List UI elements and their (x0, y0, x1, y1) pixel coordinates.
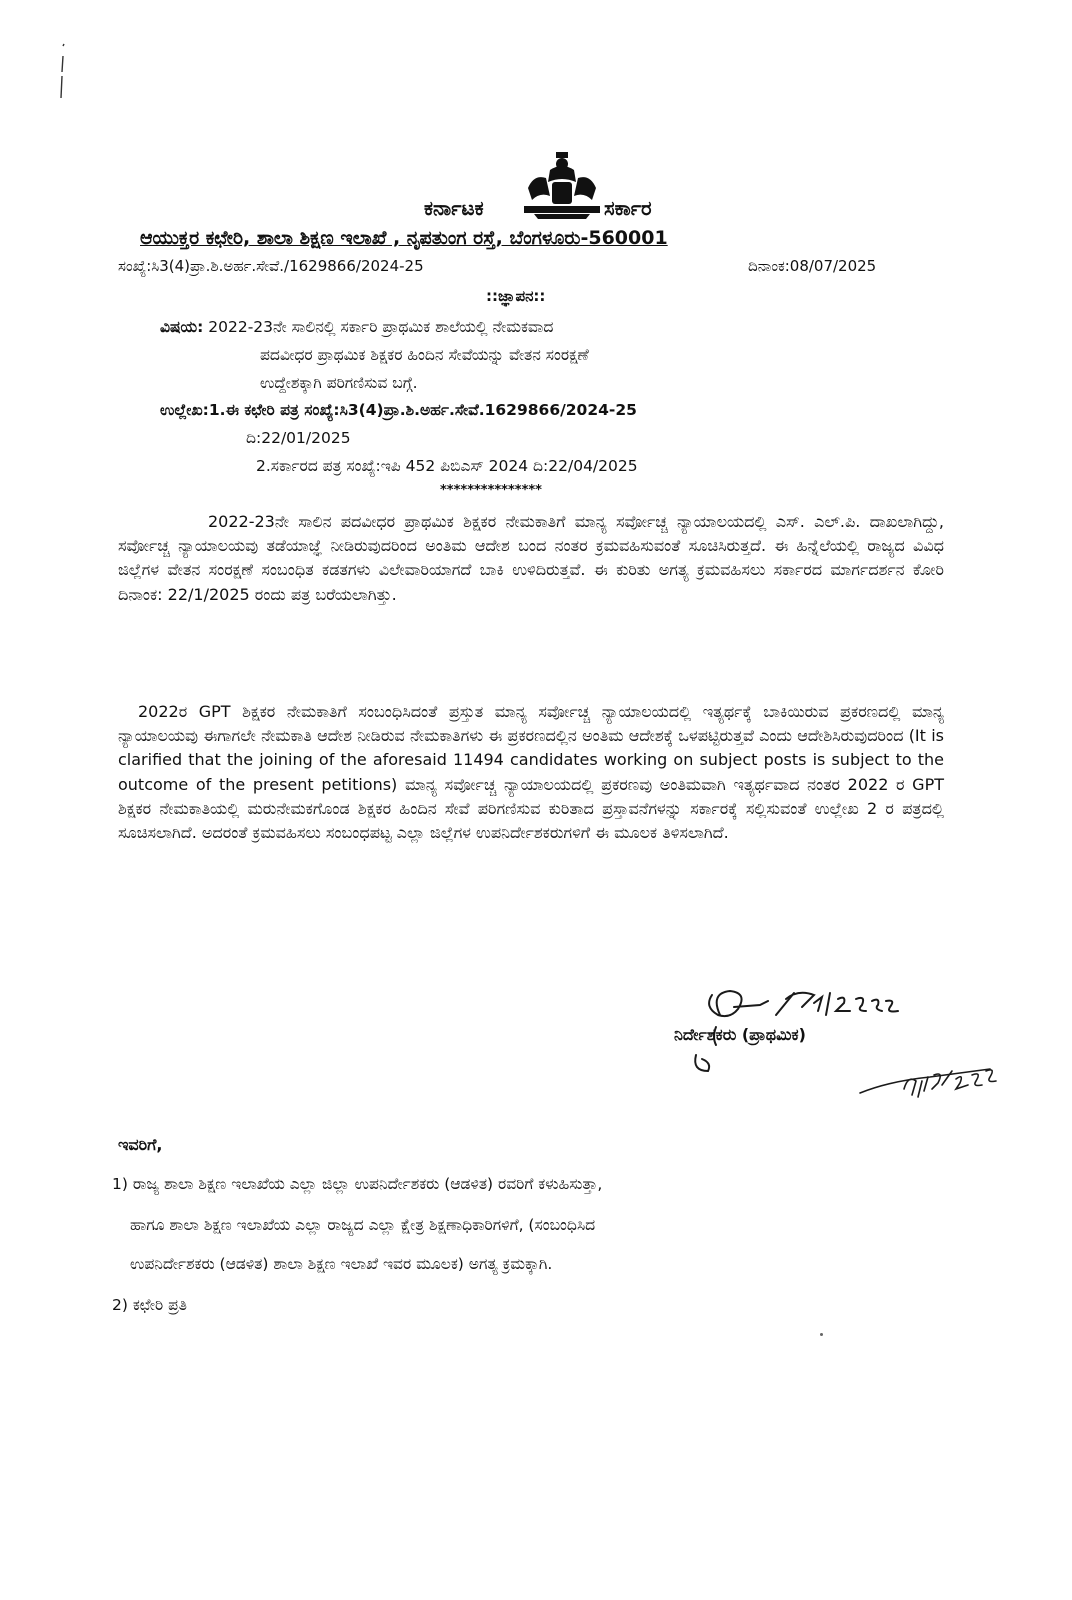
govt-name-right: ಸರ್ಕಾರ (604, 196, 652, 220)
karnataka-emblem-icon (520, 148, 604, 220)
govt-name-left: ಕರ್ನಾಟಕ (424, 196, 484, 220)
subject-block (160, 313, 589, 397)
reference-1-date: ದಿ:22/01/2025 (246, 429, 351, 447)
reference-number: ಸಂಖ್ಯೆ:ಸಿ3(4)ಪ್ರಾ.ಶಿ.ಅರ್ಹ.ಸೇವೆ./1629866/2024-25 (118, 257, 424, 275)
recipient-1-line-2: ಹಾಗೂ ಶಾಲಾ ಶಿಕ್ಷಣ ಇಲಾಖೆಯ ಎಲ್ಲಾ ರಾಜ್ಯದ ಎಲ್ಲಾ ಕ್ಷೇತ್ರ ಶಿಕ್ಷಣಾಧಿಕಾರಿಗಳಿಗೆ, (ಸಂಬಂಧಿಸಿದ (130, 1216, 596, 1234)
stray-dot (820, 1333, 823, 1336)
handwritten-signature (690, 985, 1010, 1115)
recipient-1-line-3: ಉಪನಿರ್ದೇಶಕರು (ಆಡಳಿತ) ಶಾಲಾ ಶಿಕ್ಷಣ ಇಲಾಖೆ ಇವರ ಮೂಲಕ) ಅಗತ್ಯ ಕ್ರಮಕ್ಕಾಗಿ. (130, 1255, 553, 1273)
recipient-1-line-1: 1) ರಾಜ್ಯ ಶಾಲಾ ಶಿಕ್ಷಣ ಇಲಾಖೆಯ ಎಲ್ಲಾ ಜಿಲ್ಲಾ ಉಪನಿರ್ದೇಶಕರು (ಆಡಳಿತ) ರವರಿಗೆ ಕಳುಹಿಸುತ್ತಾ, (112, 1175, 603, 1193)
body-paragraph-2: 2022ರ GPT ಶಿಕ್ಷಕರ ನೇಮಕಾತಿಗೆ ಸಂಬಂಧಿಸಿದಂತೆ ಪ್ರಸ್ತುತ ಮಾನ್ಯ ಸರ್ವೋಚ್ಚ ನ್ಯಾಯಾಲಯದಲ್ಲಿ ಇತ್ಯರ್ಥಕ್ಕೆ ಬಾಕಿಯಿರುವ ಪ್ರಕರಣದಲ್ಲಿ ಮಾನ್ಯ ನ್ಯಾಯಾಲಯವು ಈಗಾಗಲೇ ನೇಮಕಾತಿ ಆದೇಶ ನೀಡಿರುವ ನೇಮಕಾತಿಗಳು ಈ ಪ್ರಕರಣದಲ್ಲಿನ ಅಂತಿಮ ಆದೇಶಕ್ಕೆ ಒಳಪಟ್ಟಿರುತ್ತವೆ ಎಂದು ಆದೇಶಿಸಿರುವುದರಿಂದ (It is clarified that the joining of the aforesaid 11494 candidates working on subject posts is subject to the outcome of the present petitions) ಮಾನ್ಯ ಸರ್ವೋಚ್ಚ ನ್ಯಾಯಾಲಯದಲ್ಲಿ ಪ್ರಕರಣವು ಅಂತಿಮವಾಗಿ ಇತ್ಯರ್ಥವಾದ ನಂತರ 2022 ರ GPT ಶಿಕ್ಷಕರ ನೇಮಕಾತಿಯಲ್ಲಿ ಮರುನೇಮಕಗೊಂಡ ಶಿಕ್ಷಕರ ಹಿಂದಿನ ಸೇವೆ ಪರಿಗಣಿಸುವ ಕುರಿತಾದ ಪ್ರಸ್ತಾವನೆಗಳನ್ನು ಸರ್ಕಾರಕ್ಕೆ ಸಲ್ಲಿಸುವಂತೆ ಉಲ್ಲೇಖ 2 ರ ಪತ್ರದಲ್ಲಿ ಸೂಚಿಸಲಾಗಿದೆ. ಅದರಂತೆ ಕ್ರಮವಹಿಸಲು ಸಂಬಂಧಪಟ್ಟ ಎಲ್ಲಾ ಜಿಲ್ಲೆಗಳ ಉಪನಿರ್ದೇಶಕರುಗಳಿಗೆ ಈ ಮೂಲಕ ತಿಳಿಸಲಾಗಿದೆ. (118, 702, 944, 843)
margin-pen-mark (58, 42, 68, 102)
recipient-2: 2) ಕಛೇರಿ ಪ್ರತಿ (112, 1296, 187, 1314)
separator: *************** (440, 483, 542, 498)
recipients-label: ಇವರಿಗೆ, (118, 1135, 163, 1154)
memo-heading: ::ಜ್ಞಾಪನ:: (486, 287, 546, 305)
subject-line-2: ಪದವೀಧರ ಪ್ರಾಥಮಿಕ ಶಿಕ್ಷಕರ ಹಿಂದಿನ ಸೇವೆಯನ್ನು ವೇತನ ಸಂರಕ್ಷಣೆ (260, 346, 589, 364)
body-paragraph-1: 2022-23ನೇ ಸಾಲಿನ ಪದವೀಧರ ಪ್ರಾಥಮಿಕ ಶಿಕ್ಷಕರ ನೇಮಕಾತಿಗೆ ಮಾನ್ಯ ಸರ್ವೋಚ್ಚ ನ್ಯಾಯಾಲಯದಲ್ಲಿ ಎಸ್. ಎಲ್.ಪಿ. ದಾಖಲಾಗಿದ್ದು, ಸರ್ವೋಚ್ಚ ನ್ಯಾಯಾಲಯವು ತಡೆಯಾಜ್ಞೆ ನೀಡಿರುವುದರಿಂದ ಅಂತಿಮ ಆದೇಶ ಬಂದ ನಂತರ ಕ್ರಮವಹಿಸುವಂತೆ ಸೂಚಿಸಿರುತ್ತದೆ. ಈ ಹಿನ್ನೆಲೆಯಲ್ಲಿ ರಾಜ್ಯದ ವಿವಿಧ ಜಿಲ್ಲೆಗಳ ವೇತನ ಸಂರಕ್ಷಣೆ ಸಂಬಂಧಿತ ಕಡತಗಳು ವಿಲೇವಾರಿಯಾಗದೆ ಬಾಕಿ ಉಳಿದಿರುತ್ತವೆ. ಈ ಕುರಿತು ಅಗತ್ಯ ಕ್ರಮವಹಿಸಲು ಸರ್ಕಾರದ ಮಾರ್ಗದರ್ಶನ ಕೋರಿ ದಿನಾಂಕ: 22/1/2025 ರಂದು ಪತ್ರ ಬರೆಯಲಾಗಿತ್ತು. (118, 512, 944, 604)
references-label: ಉಲ್ಲೇಖ: (160, 401, 209, 419)
office-address: ಆಯುಕ್ತರ ಕಛೇರಿ, ಶಾಲಾ ಶಿಕ್ಷಣ ಇಲಾಖೆ , ನೃಪತುಂಗ ರಸ್ತೆ, ಬೆಂಗಳೂರು-560001 (140, 227, 668, 249)
reference-1: 1.ಈ ಕಛೇರಿ ಪತ್ರ ಸಂಖ್ಯೆ:ಸಿ3(4)ಪ್ರಾ.ಶಿ.ಅರ್ಹ.ಸೇವೆ.1629866/2024-25 (208, 401, 637, 419)
signatory-title: ನಿರ್ದೇಶಕರು (ಪ್ರಾಥಮಿಕ) (674, 1025, 806, 1044)
memo-date: ದಿನಾಂಕ:08/07/2025 (748, 257, 877, 275)
references-block (160, 396, 638, 480)
subject-line-3: ಉದ್ದೇಶಕ್ಕಾಗಿ ಪರಿಗಣಿಸುವ ಬಗ್ಗೆ. (260, 374, 418, 392)
subject-line-1: 2022-23ನೇ ಸಾಲಿನಲ್ಲಿ ಸರ್ಕಾರಿ ಪ್ರಾಥಮಿಕ ಶಾಲೆಯಲ್ಲಿ ನೇಮಕವಾದ (203, 318, 554, 336)
reference-2: 2.ಸರ್ಕಾರದ ಪತ್ರ ಸಂಖ್ಯೆ:ಇಪಿ 452 ಪಿಬಿಎಸ್ 2024 ದಿ:22/04/2025 (256, 457, 638, 475)
subject-label: ವಿಷಯ: (160, 318, 204, 336)
